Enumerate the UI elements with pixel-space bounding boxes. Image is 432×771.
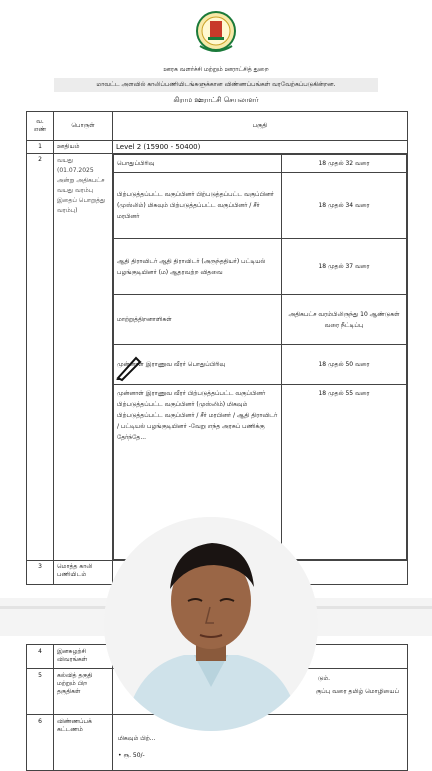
col-detail: பகுதி xyxy=(113,112,408,141)
category-cell: ஆதி திராவிடர் ஆதி திராவிடர் (அருந்ததியர்) பட்டியல் பழங்குடியினர் (ம) ஆதரவற்ற விதவை xyxy=(114,239,282,295)
category-cell: முன்னாள் இராணுவ வீரர் பிற்படுத்தப்பட்ட வகுப்பினர் பிற்படுத்தப்பட்ட வகுப்பினர் (முஸ்லிம்) மிகவும் பிற்படுத்தப்பட்ட வகுப்பினர் / சீர் மரபினர் / ஆதி திராவிடர் / பட்டியல் பழங்குடியினர் -வேறு எந்த அரசுப் பணிக்கு தேர்ந்தே... xyxy=(114,385,282,560)
age-cell: 18 முதல் 32 வரை xyxy=(282,155,407,173)
table-header-row xyxy=(27,112,408,141)
person-illustration xyxy=(104,517,318,731)
tamil-nadu-emblem-icon xyxy=(196,10,236,56)
pen-annotation-icon xyxy=(114,352,144,382)
department-title: ஊரக வளர்ச்சி மற்றும் ஊராட்சித் துறை xyxy=(163,66,269,73)
qualification-fragment: டும். xyxy=(318,675,331,682)
row-item: விண்ணப்பக் கட்டணம் xyxy=(54,715,113,771)
category-cell: பொதுப்பிரிவு xyxy=(114,155,282,173)
row-item: கல்வித் தகுதி மற்றும் பிற தகுதிகள் xyxy=(54,669,113,715)
category-cell: முன்னாள் இராணுவ வீரர் பொதுப்பிரிவு xyxy=(114,345,282,385)
age-cell: 18 முதல் 55 வரை xyxy=(282,385,407,560)
age-limits-table xyxy=(113,154,407,560)
category-cell: பிற்படுத்தப்பட்ட வகுப்பினர் பிற்படுத்தப்பட்ட வகுப்பினர் (முஸ்லிம்) மிகவும் பிற்படுத்தப்பட்ட வகுப்பினர் / சீர் மரபினர் xyxy=(114,173,282,239)
age-cell: 18 முதல் 34 வரை xyxy=(282,173,407,239)
fee-cell xyxy=(113,715,408,771)
age-cell: 18 முதல் 37 வரை xyxy=(282,239,407,295)
row-sno: 2 xyxy=(27,154,54,561)
row-item: இனசுழற்சி விவரங்கள் xyxy=(54,645,113,669)
age-cell: அதிகபட்ச வரம்பிலிருந்து 10 ஆண்டுகள் வரை நீட்டிப்பு xyxy=(282,295,407,345)
pay-level: Level 2 (15900 - 50400) xyxy=(113,141,408,154)
row-sno: 4 xyxy=(27,645,54,669)
notice-banner: மாவட்ட அளவில் காலிப்பணியிடங்களுக்கான விண்ணப்பங்கள் வரவேற்கப்படுகின்றன. xyxy=(54,78,378,92)
table-row xyxy=(27,141,408,154)
row-sno: 6 xyxy=(27,715,54,771)
fee-value: • ரூ. 50/- xyxy=(118,752,145,759)
speaker-photo xyxy=(104,517,318,731)
category-cell: மாற்றுத்திறனாளிகள் xyxy=(114,295,282,345)
col-item: பொருள் xyxy=(54,112,113,141)
row-item: ஊதியம் xyxy=(54,141,113,154)
fee-fragment: மிகவும் பிற்... xyxy=(118,735,156,742)
qualification-fragment: குப்பு வரை தமிழ் மொழியைப் xyxy=(316,688,399,695)
details-table xyxy=(26,111,408,585)
row-sno: 3 xyxy=(27,561,54,585)
post-title: கிராம ஊராட்சி செயலாளர் xyxy=(173,96,259,104)
row-sno: 5 xyxy=(27,669,54,715)
age-limits-cell xyxy=(113,154,408,561)
table-row xyxy=(27,154,408,561)
age-cell: 18 முதல் 50 வரை xyxy=(282,345,407,385)
row-item: மொத்த காலி பணியிடம் xyxy=(54,561,113,585)
fee-amount: ரூ. 50/- xyxy=(123,752,145,759)
row-item: வயது (01.07.2025 அன்று அதிகபட்ச வயது வரம்பு இதைப் பொறுத்து வரம்பு) xyxy=(54,154,113,561)
row-sno: 1 xyxy=(27,141,54,154)
col-sno: வ. எண் xyxy=(27,112,54,141)
